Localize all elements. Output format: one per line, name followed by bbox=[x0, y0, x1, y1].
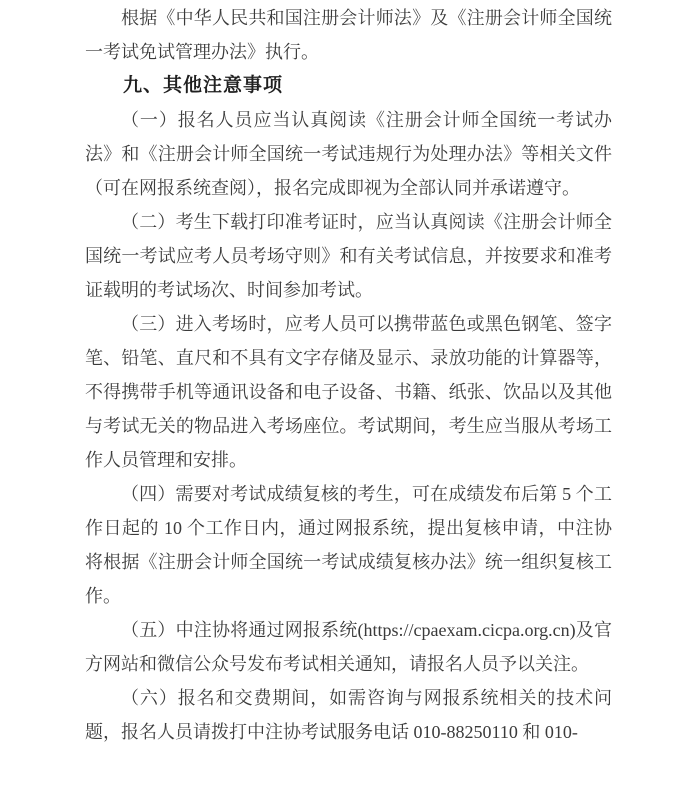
paragraph-item-1: （一）报名人员应当认真阅读《注册会计师全国统一考试办法》和《注册会计师全国统一考试违规行为处理办法》等相关文件（可在网报系统查阅），报名完成即视为全部认同并承诺遵守。 bbox=[85, 110, 612, 198]
paragraph-item-3: （三）进入考场时，应考人员可以携带蓝色或黑色钢笔、签字笔、铅笔、直尺和不具有文字存储及显示、录放功能的计算器等，不得携带手机等通讯设备和电子设备、书籍、纸张、饮品以及其他与考试无关的物品进入考场座位。考试期间，考生应当服从考场工作人员管理和安排。 bbox=[85, 314, 612, 470]
paragraph-item-2: （二）考生下载打印准考证时，应当认真阅读《注册会计师全国统一考试应考人员考场守则》和有关考试信息，并按要求和准考证载明的考试场次、时间参加考试。 bbox=[85, 212, 612, 300]
paragraph-item-6: （六）报名和交费期间，如需咨询与网报系统相关的技术问题，报名人员请拨打中注协考试服务电话 010-88250110 和 010- bbox=[85, 688, 612, 742]
paragraph-item-5: （五）中注协将通过网报系统(https://cpaexam.cicpa.org.cn)及官方网站和微信公众号发布考试相关通知，请报名人员予以关注。 bbox=[85, 620, 612, 674]
paragraph-intro: 根据《中华人民共和国注册会计师法》及《注册会计师全国统一考试免试管理办法》执行。 bbox=[85, 8, 612, 62]
paragraph-item-4: （四）需要对考试成绩复核的考生，可在成绩发布后第 5 个工作日起的 10 个工作日内，通过网报系统，提出复核申请，中注协将根据《注册会计师全国统一考试成绩复核办法》统一组织复核工作。 bbox=[85, 484, 612, 606]
section-heading-other-notes: 九、其他注意事项 bbox=[123, 75, 284, 96]
